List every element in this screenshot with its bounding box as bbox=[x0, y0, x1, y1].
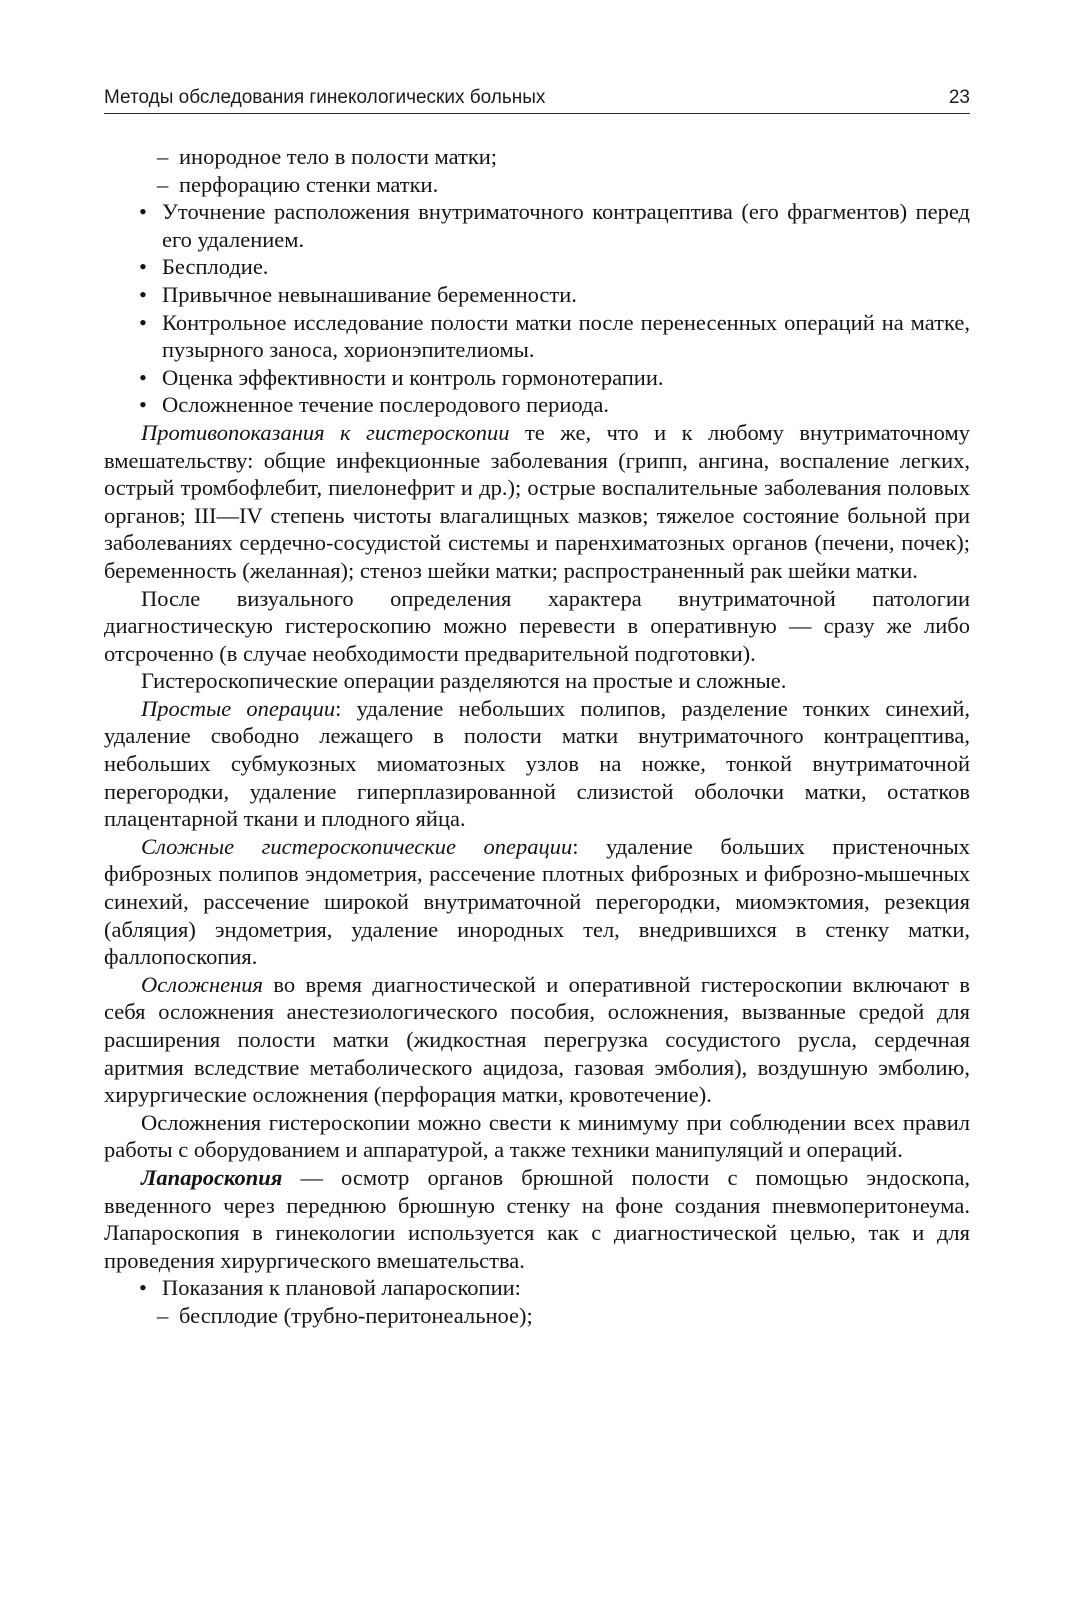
term-complications: Осложнения bbox=[141, 971, 263, 997]
term-contraindications: Противопоказания к гистероскопии bbox=[141, 419, 510, 445]
paragraph-text: : удаление небольших полипов, разделение тонких синехий, удаление свободно лежащего в полости матки внутриматочного контрацептива, небольших субмукозных миоматозных узлов на ножке, тонкой внутриматочной перегородки, удаление гиперплазированной слизистой оболочки матки, остатков плацентарной ткани и плодного яйца. bbox=[104, 695, 970, 832]
paragraph-text: : удаление больших пристеночных фиброзных полипов эндометрия, рассечение плотных фиброзных и фиброзно-мышечных синехий, рассечение широкой внутриматочной перегородки, миомэктомия, резекция (абляция) эндометрия, удаление инородных тел, внедрившихся в стенку матки, фаллопоскопия. bbox=[104, 833, 970, 970]
bullet-item bbox=[104, 253, 970, 281]
bullet-item bbox=[104, 364, 970, 392]
dash-item bbox=[104, 1302, 970, 1330]
bullet-item-text: Контрольное исследование полости матки после перенесенных операций на матке, пузырного заноса, хорионэпителиомы. bbox=[162, 309, 970, 363]
paragraph-contraindications bbox=[104, 419, 970, 585]
bullet-marker: • bbox=[139, 1275, 147, 1301]
bullet-item-text: Бесплодие. bbox=[162, 254, 269, 280]
term-simple-operations: Простые операции bbox=[141, 695, 336, 721]
dash-marker: – bbox=[157, 144, 169, 169]
paragraph-text: те же, что и к любому внутриматочному вмешательству: общие инфекционные заболевания (грипп, ангина, воспаление легких, острый тромбофлебит, пиелонефрит и др.); острые воспалительные заболевания половых органов; III—IV степень чистоты влагалищных мазков; тяжелое состояние больной при заболеваниях сердечно-сосудистой системы и паренхиматозных органов (печени, почек); беременность (желанная); стеноз шейки матки; распространенный рак шейки матки. bbox=[104, 419, 970, 583]
paragraph-text: — осмотр органов брюшной полости с помощью эндоскопа, введенного через переднюю брюшную стенку на фоне создания пневмоперитонеума. Лапароскопия в гинекологии используется как с диагностической целью, так и для проведения хирургического вмешательства. bbox=[104, 1164, 970, 1273]
paragraph-laparoscopy bbox=[104, 1164, 970, 1274]
bullet-marker: • bbox=[139, 254, 147, 280]
bullet-item-text: Уточнение расположения внутриматочного контрацептива (его фрагментов) перед его удалением. bbox=[162, 199, 970, 252]
bullet-marker: • bbox=[139, 364, 147, 390]
bullet-item bbox=[104, 198, 970, 253]
bullet-marker: • bbox=[139, 392, 147, 418]
paragraph-operation-types: Гистероскопические операции разделяются на простые и сложные. bbox=[141, 668, 787, 694]
paragraph-minimize-complications: Осложнения гистероскопии можно свести к минимуму при соблюдении всех правил работы с оборудованием и аппаратурой, а также техники манипуляций и операций. bbox=[104, 1109, 970, 1163]
dash-item bbox=[104, 171, 970, 199]
dash-item bbox=[104, 143, 970, 171]
dash-marker: – bbox=[157, 171, 169, 197]
book-page bbox=[104, 86, 970, 1330]
bullet-item bbox=[104, 1274, 970, 1302]
dash-marker: – bbox=[157, 1302, 169, 1328]
bullet-marker: • bbox=[139, 309, 147, 335]
bullet-marker: • bbox=[139, 199, 147, 225]
bullet-item bbox=[104, 309, 970, 364]
bullet-item-text: Осложненное течение послеродового периода. bbox=[162, 392, 610, 418]
bullet-item bbox=[104, 281, 970, 309]
bullet-item-text: Оценка эффективности и контроль гормонотерапии. bbox=[162, 364, 664, 390]
term-laparoscopy: Лапароскопия bbox=[141, 1164, 283, 1190]
paragraph-complications bbox=[104, 971, 970, 1109]
paragraph-simple-operations bbox=[104, 695, 970, 833]
running-header bbox=[104, 86, 970, 114]
bullet-marker: • bbox=[139, 281, 147, 307]
bullet-item-text: Показания к плановой лапароскопии: bbox=[162, 1275, 521, 1301]
dash-item-text: перфорацию стенки матки. bbox=[179, 171, 439, 197]
term-complex-operations: Сложные гистероскопические операции bbox=[141, 833, 573, 859]
paragraph-text: во время диагностической и оперативной гистероскопии включают в себя осложнения анестезиологического пособия, осложнения, вызванные средой для расширения полости матки (жидкостная перегрузка сосудистого русла, сердечная аритмия вследствие метаболического ацидоза, газовая эмболия), воздушную эмболию, хирургические осложнения (перфорация матки, кровотечение). bbox=[104, 971, 970, 1108]
page-number: 23 bbox=[948, 87, 970, 108]
bullet-item-text: Привычное невынашивание беременности. bbox=[162, 281, 577, 307]
running-title: Методы обследования гинекологических больных bbox=[104, 87, 546, 108]
bullet-item bbox=[104, 391, 970, 419]
dash-item-text: бесплодие (трубно-перитонеальное); bbox=[179, 1302, 533, 1328]
paragraph-operative-transition: После визуального определения характера внутриматочной патологии диагностическую гистероскопию можно перевести в оперативную — сразу же либо отсроченно (в случае необходимости предварительной подготовки). bbox=[104, 585, 970, 666]
dash-item-text: инородное тело в полости матки; bbox=[179, 144, 498, 169]
paragraph-complex-operations bbox=[104, 833, 970, 971]
